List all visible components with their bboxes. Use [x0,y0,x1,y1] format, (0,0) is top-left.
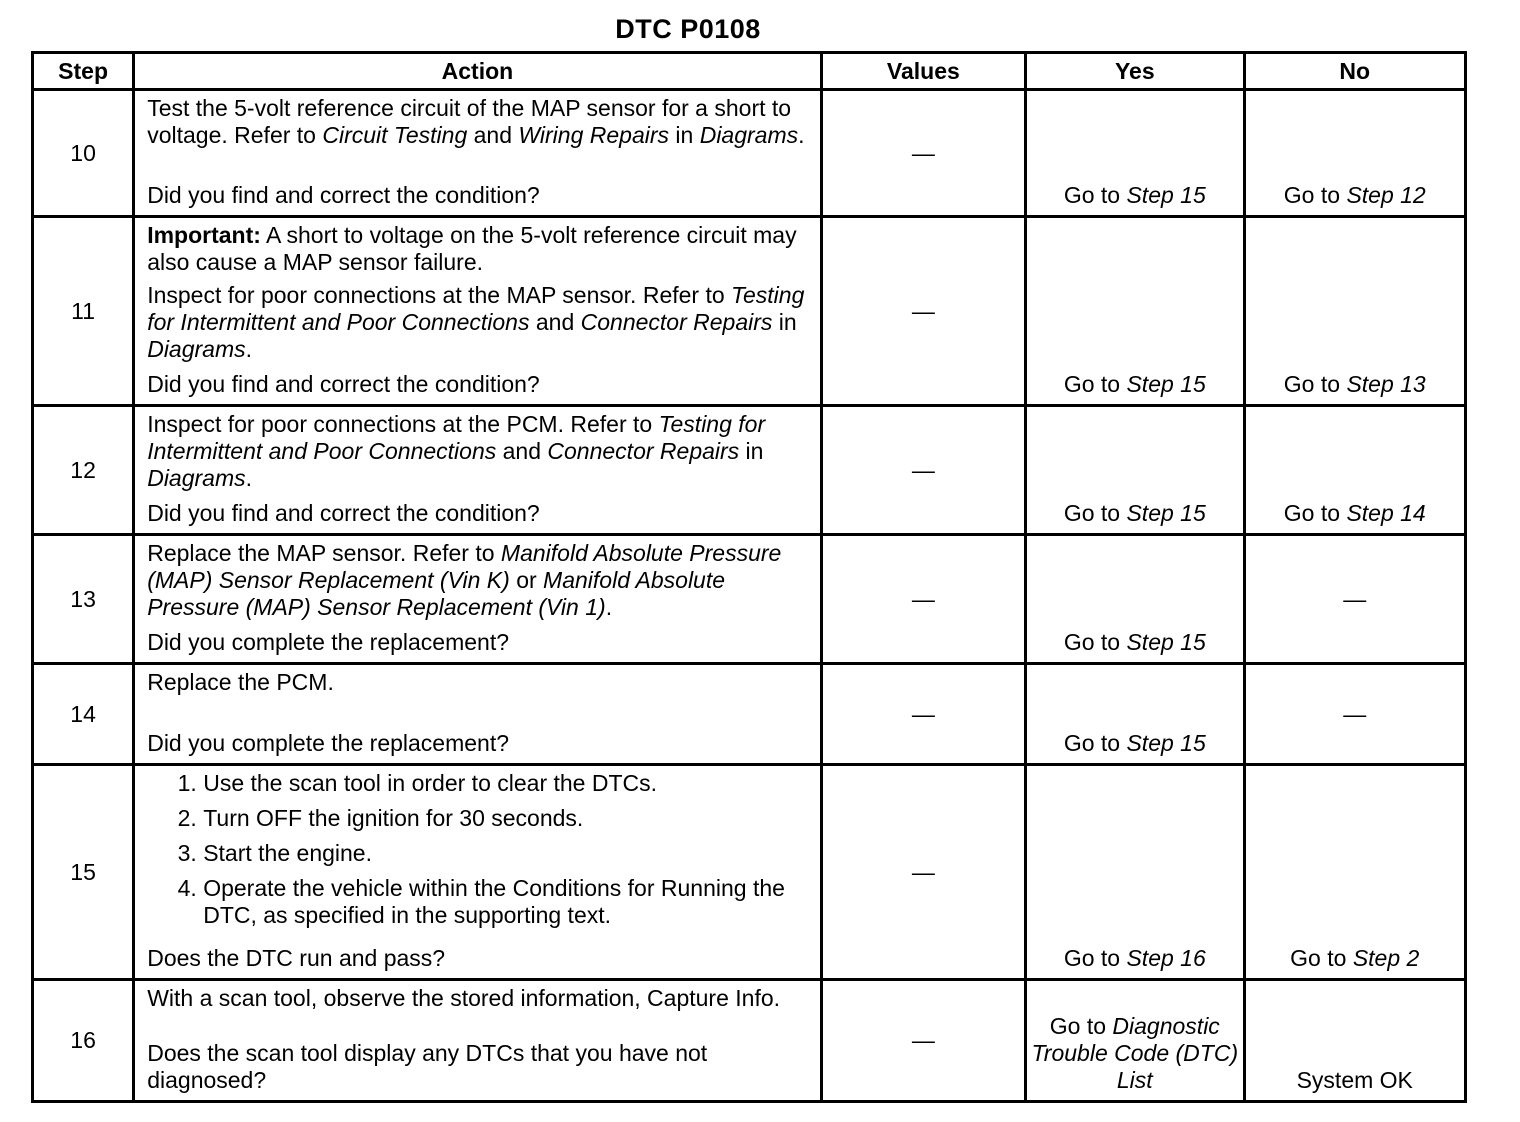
action-text: A short to voltage on the 5-volt reference circuit may also cause a MAP sensor failure. [147,222,797,275]
yes-step-link[interactable]: Step 15 [1126,500,1206,526]
action-cell [134,980,821,1102]
procedure-step: 2. Turn OFF the ignition for 30 seconds. [203,805,807,832]
action-paragraph [147,411,807,492]
yes-prefix: Go to [1063,371,1127,397]
action-text: in [772,309,797,335]
reference-link[interactable]: Connector Repairs [547,438,740,464]
yes-cell [1026,980,1244,1102]
action-instructions [147,95,807,149]
action-question: Does the DTC run and pass? [147,945,446,971]
action-cell [134,765,821,980]
no-cell [1244,765,1465,980]
yes-prefix: Go to [1063,730,1127,756]
reference-link[interactable]: Diagrams [147,336,246,362]
action-text: Inspect for poor connections at the MAP sensor. Refer to [147,282,732,308]
action-question: Did you find and correct the condition? [147,182,540,208]
step-number: 12 [33,406,134,535]
reference-link[interactable]: Circuit Testing [322,122,468,148]
empty-value-dash: — [1343,585,1367,612]
yes-step-link[interactable]: Step 15 [1126,182,1206,208]
table-row [33,535,1466,664]
action-content [147,669,807,757]
action-paragraph [147,985,807,1012]
no-step-link[interactable]: Step 12 [1346,182,1426,208]
action-text: in [739,438,764,464]
step-number: 11 [33,217,134,406]
procedure-step: 1. Use the scan tool in order to clear the DTCs. [203,770,807,797]
action-text: Replace the MAP sensor. Refer to [147,540,501,566]
yes-step-link[interactable]: Step 15 [1126,730,1206,756]
reference-link[interactable]: Manifold Absolute Pressure (MAP) Sensor Replacement (Vin 1) [147,567,726,620]
yes-cell [1026,535,1244,664]
yes-prefix: Go to [1063,182,1127,208]
no-cell [1244,90,1465,217]
values-cell [821,406,1025,535]
action-question: Did you find and correct the condition? [147,500,540,526]
procedure-step: 4. Operate the vehicle within the Conditions for Running the DTC, as specified in the supporting text. [203,875,807,929]
values-cell [821,535,1025,664]
no-cell [1244,406,1465,535]
action-content [147,540,807,656]
action-content [147,95,807,209]
action-question: Did you complete the replacement? [147,629,510,655]
no-result-text: System OK [1296,1067,1413,1093]
action-text: and [496,438,548,464]
action-content [147,770,807,972]
empty-value-dash: — [911,1027,935,1053]
action-paragraph [147,669,807,696]
action-content [147,985,807,1094]
action-cell [134,664,821,765]
header-step: Step [33,53,134,90]
action-text: or [509,567,544,593]
action-text: . [605,594,613,620]
table-row [33,406,1466,535]
action-text: and [467,122,519,148]
reference-link[interactable]: Connector Repairs [580,309,773,335]
table-row [33,217,1466,406]
procedure-list [147,770,807,929]
yes-cell [1026,217,1244,406]
yes-prefix: Go to [1063,629,1127,655]
no-prefix: Go to [1290,945,1353,971]
values-cell [821,765,1025,980]
empty-value-dash: — [911,858,935,885]
reference-link[interactable]: Testing for Intermittent and Poor Connections [147,282,805,335]
reference-link[interactable]: Testing for Intermittent and Poor Connections [147,411,766,464]
yes-cell [1026,664,1244,765]
header-action: Action [134,53,821,90]
action-question: Did you find and correct the condition? [147,371,540,397]
action-text: . [245,465,253,491]
step-number: 15 [33,765,134,980]
no-step-link[interactable]: Step 14 [1346,500,1426,526]
yes-prefix: Go to [1063,500,1127,526]
yes-step-link[interactable]: Diagnostic Trouble Code (DTC) List [1031,1013,1239,1093]
page-title: DTC P0108 [615,14,761,44]
action-text: With a scan tool, observe the stored information, Capture Info. [147,985,781,1011]
action-paragraph [147,95,807,149]
header-values: Values [821,53,1025,90]
values-cell [821,90,1025,217]
no-prefix: Go to [1283,500,1347,526]
no-cell [1244,664,1465,765]
empty-value-dash: — [1343,700,1367,727]
header-yes: Yes [1026,53,1244,90]
yes-step-link[interactable]: Step 16 [1126,945,1206,971]
no-prefix: Go to [1283,182,1347,208]
empty-value-dash: — [911,456,935,483]
emphasis-label: Important: [147,222,261,248]
table-row [33,664,1466,765]
yes-cell [1026,406,1244,535]
no-prefix: Go to [1283,371,1347,397]
action-content [147,411,807,527]
empty-value-dash: — [911,297,935,324]
table-header-row [33,53,1466,90]
step-number: 16 [33,980,134,1102]
action-instructions [147,222,807,363]
table-row [33,980,1466,1102]
action-paragraph [147,222,807,276]
yes-prefix: Go to [1063,945,1127,971]
action-content [147,222,807,398]
action-cell [134,90,821,217]
action-text: in [669,122,700,148]
yes-step-link[interactable]: Step 15 [1126,629,1206,655]
action-instructions [147,540,807,621]
table-body [33,90,1466,1102]
step-number: 14 [33,664,134,765]
action-question: Did you complete the replacement? [147,730,510,756]
action-paragraph [147,540,807,621]
no-step-link[interactable]: Step 13 [1346,371,1426,397]
values-cell [821,980,1025,1102]
action-instructions [147,985,807,1012]
yes-prefix: Go to [1049,1013,1113,1039]
action-instructions [147,411,807,492]
values-cell [821,664,1025,765]
yes-cell [1026,765,1244,980]
step-number: 10 [33,90,134,217]
action-question: Does the scan tool display any DTCs that you have not diagnosed? [147,1040,708,1093]
action-text: . [798,122,805,148]
table-row [33,90,1466,217]
action-text: Test the 5-volt reference circuit of the MAP sensor for a short to voltage. Refer to [147,95,792,148]
reference-link[interactable]: Diagrams [147,465,246,491]
empty-value-dash: — [911,585,935,612]
action-cell [134,406,821,535]
values-cell [821,217,1025,406]
step-number: 13 [33,535,134,664]
empty-value-dash: — [911,139,935,166]
action-text: . [245,336,253,362]
reference-link[interactable]: Wiring Repairs [518,122,670,148]
action-text: Replace the PCM. [147,669,334,695]
action-instructions [147,669,807,696]
no-step-link[interactable]: Step 2 [1352,945,1420,971]
dtc-table [31,51,1467,1103]
reference-link[interactable]: Diagrams [699,122,799,148]
empty-value-dash: — [911,700,935,727]
yes-step-link[interactable]: Step 15 [1126,371,1206,397]
action-text: Inspect for poor connections at the PCM. Refer to [147,411,659,437]
action-text: and [529,309,581,335]
yes-cell [1026,90,1244,217]
header-no: No [1244,53,1465,90]
action-instructions [147,770,807,937]
procedure-step: 3. Start the engine. [203,840,807,867]
no-cell [1244,535,1465,664]
no-cell [1244,980,1465,1102]
action-paragraph [147,282,807,363]
action-cell [134,535,821,664]
reference-link[interactable]: Manifold Absolute Pressure (MAP) Sensor Replacement (Vin K) [147,540,782,593]
no-cell [1244,217,1465,406]
action-cell [134,217,821,406]
table-row [33,765,1466,980]
